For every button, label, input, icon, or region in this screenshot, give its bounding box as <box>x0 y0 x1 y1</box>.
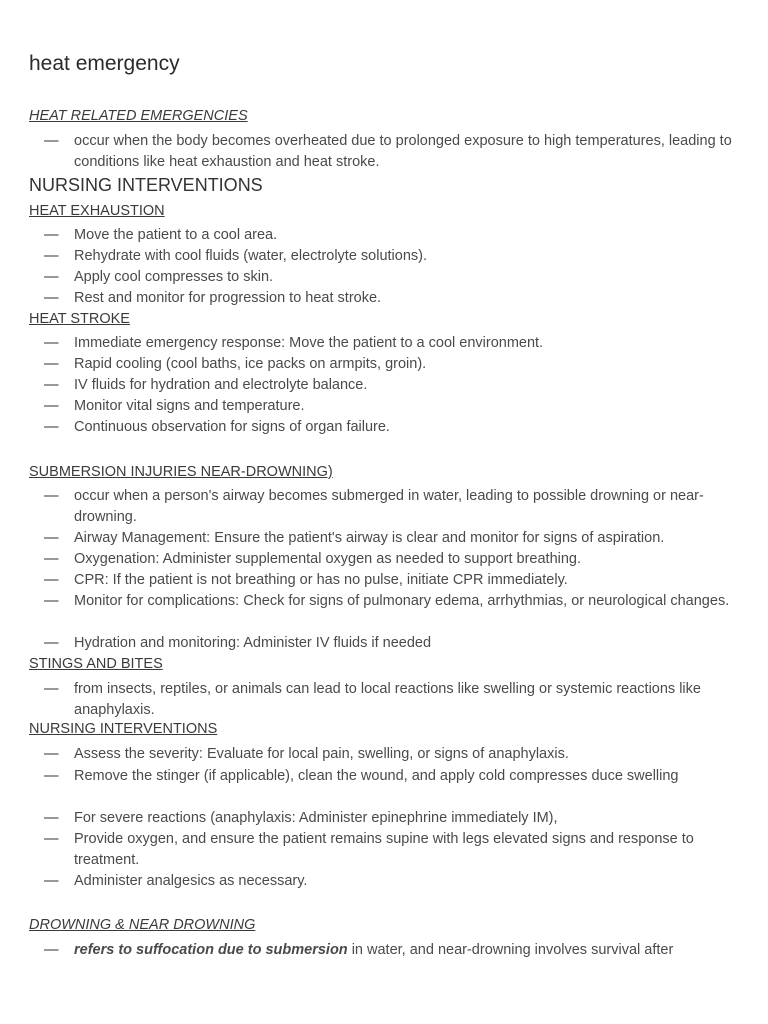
heading-nursing-interventions: NURSING INTERVENTIONS <box>29 175 263 195</box>
bullet-dash: — <box>44 290 59 306</box>
bullet-dash: — <box>44 248 59 264</box>
bullet-dash: — <box>44 530 59 546</box>
bullet-dash: — <box>44 635 59 651</box>
list-item: — Monitor vital signs and temperature. <box>44 396 744 417</box>
bullet-dash: — <box>44 810 59 826</box>
bullet-dash: — <box>44 942 59 958</box>
heading-heat-stroke: HEAT STROKE <box>29 311 130 327</box>
bullet-dash: — <box>44 335 59 351</box>
bullet-dash: — <box>44 398 59 414</box>
list-item: — Assess the severity: Evaluate for local pain, swelling, or signs of anaphylaxis. <box>44 744 744 765</box>
heading-heat-related: HEAT RELATED EMERGENCIES <box>29 108 248 124</box>
list-item: — IV fluids for hydration and electrolyte balance. <box>44 375 744 396</box>
list-item: — Rest and monitor for progression to heat stroke. <box>44 288 744 309</box>
list-item: — Apply cool compresses to skin. <box>44 267 744 288</box>
bullet-dash: — <box>44 551 59 567</box>
emphasis-text: refers to suffocation due to submersion <box>74 942 348 958</box>
bullet-dash: — <box>44 133 59 149</box>
list-item: — CPR: If the patient is not breathing or has no pulse, initiate CPR immediately. <box>44 570 744 591</box>
bullet-dash: — <box>44 269 59 285</box>
bullet-dash: — <box>44 681 59 697</box>
list-item: — occur when the body becomes overheated due to prolonged exposure to high temperatures, leading to conditions like heat exhaustion and heat stroke. <box>44 131 744 173</box>
list-item: — occur when a person's airway becomes submerged in water, leading to possible drowning or near-drowning. <box>44 486 744 528</box>
heading-drowning: DROWNING & NEAR DROWNING <box>29 917 256 933</box>
bullet-dash: — <box>44 488 59 504</box>
list-item: — Remove the stinger (if applicable), clean the wound, and apply cold compresses duce swelling <box>44 766 744 787</box>
list-item: — For severe reactions (anaphylaxis: Administer epinephrine immediately IM), <box>44 808 744 829</box>
list-item: — from insects, reptiles, or animals can lead to local reactions like swelling or systemic reactions like anaphylaxis. <box>44 679 744 721</box>
list-item: — Provide oxygen, and ensure the patient remains supine with legs elevated signs and response to treatment. <box>44 829 744 871</box>
bullet-dash: — <box>44 227 59 243</box>
list-item: — Oxygenation: Administer supplemental oxygen as needed to support breathing. <box>44 549 744 570</box>
heading-stings-bites: STINGS AND BITES <box>29 656 163 672</box>
list-item: — refers to suffocation due to submersion in water, and near-drowning involves survival after <box>44 940 744 961</box>
list-item: — Hydration and monitoring: Administer IV fluids if needed <box>44 633 744 654</box>
bullet-dash: — <box>44 419 59 435</box>
bullet-dash: — <box>44 377 59 393</box>
bullet-dash: — <box>44 593 59 609</box>
list-item: — Rapid cooling (cool baths, ice packs on armpits, groin). <box>44 354 744 375</box>
bullet-dash: — <box>44 873 59 889</box>
heading-heat-exhaustion: HEAT EXHAUSTION <box>29 203 165 219</box>
list-item: — Move the patient to a cool area. <box>44 225 744 246</box>
list-item: — Continuous observation for signs of organ failure. <box>44 417 744 438</box>
list-item: — Airway Management: Ensure the patient's airway is clear and monitor for signs of aspiration. <box>44 528 744 549</box>
bullet-dash: — <box>44 572 59 588</box>
bullet-dash: — <box>44 768 59 784</box>
list-item: — Administer analgesics as necessary. <box>44 871 744 892</box>
heading-nursing-interventions-2: NURSING INTERVENTIONS <box>29 721 218 737</box>
heading-submersion: SUBMERSION INJURIES NEAR-DROWNING) <box>29 464 333 480</box>
page-title: heat emergency <box>29 52 180 75</box>
bullet-dash: — <box>44 831 59 847</box>
list-item: — Immediate emergency response: Move the patient to a cool environment. <box>44 333 744 354</box>
list-item: — Rehydrate with cool fluids (water, electrolyte solutions). <box>44 246 744 267</box>
bullet-dash: — <box>44 356 59 372</box>
bullet-dash: — <box>44 746 59 762</box>
list-item: — Monitor for complications: Check for signs of pulmonary edema, arrhythmias, or neurological changes. <box>44 591 744 612</box>
